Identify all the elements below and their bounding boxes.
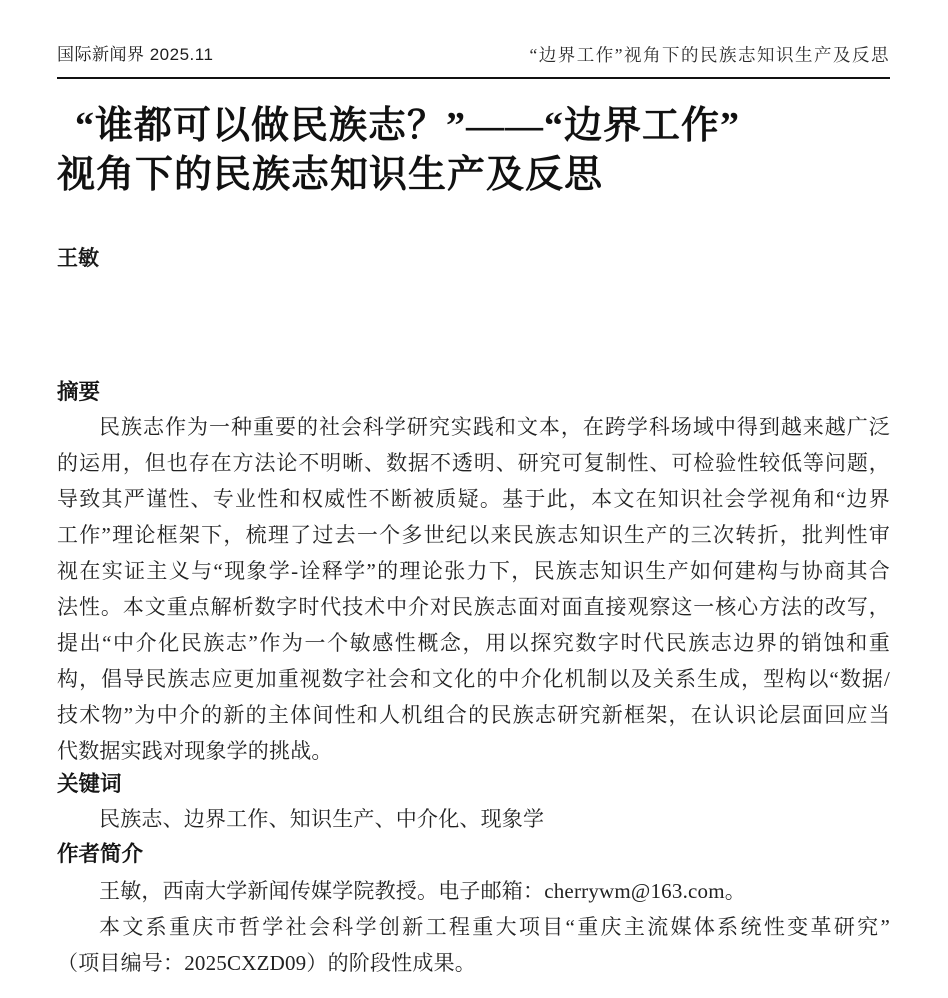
keywords-heading: 关键词 bbox=[57, 772, 122, 796]
author-bio-text bbox=[57, 873, 890, 981]
abstract-line: 视在实证主义与“现象学-诠释学”的理论张力下，民族志知识生产如何建构与协商其合 bbox=[57, 559, 890, 583]
abstract-line: 工作”理论框架下，梳理了过去一个多世纪以来民族志知识生产的三次转折，批判性审 bbox=[57, 523, 890, 547]
article-title bbox=[57, 102, 890, 200]
author-bio-line: 王敏，西南大学新闻传媒学院教授。电子邮箱：cherrywm@163.com。 bbox=[99, 879, 746, 903]
author-name: 王敏 bbox=[57, 247, 99, 270]
keywords-text: 民族志、边界工作、知识生产、中介化、现象学 bbox=[99, 807, 545, 831]
article-title-line-2: 视角下的民族志知识生产及反思 bbox=[57, 154, 604, 196]
abstract-line: 构，倡导民族志应更加重视数字社会和文化的中介化机制以及关系生成，型构以“数据/ bbox=[57, 667, 890, 691]
abstract-line: 法性。本文重点解析数字时代技术中介对民族志面对面直接观察这一核心方法的改写， bbox=[57, 595, 890, 619]
journal-name-and-issue: 国际新闻界 2025.11 bbox=[57, 45, 214, 64]
abstract-heading: 摘要 bbox=[57, 380, 101, 404]
abstract-text bbox=[57, 409, 890, 769]
abstract-line: 提出“中介化民族志”作为一个敏感性概念，用以探究数字时代民族志边界的销蚀和重 bbox=[57, 631, 890, 655]
article-title-line-1: “谁都可以做民族志？”——“边界工作” bbox=[75, 105, 741, 147]
abstract-line: 导致其严谨性、专业性和权威性不断被质疑。基于此，本文在知识社会学视角和“边界 bbox=[57, 487, 890, 511]
abstract-line: 技术物”为中介的新的主体间性和人机组合的民族志研究新框架，在认识论层面回应当 bbox=[57, 703, 890, 727]
abstract-line: 民族志作为一种重要的社会科学研究实践和文本，在跨学科场域中得到越来越广泛 bbox=[99, 415, 890, 439]
page-header bbox=[57, 44, 890, 66]
abstract-line: 的运用，但也存在方法论不明晰、数据不透明、研究可复制性、可检验性较低等问题， bbox=[57, 451, 890, 475]
author-bio-heading: 作者简介 bbox=[57, 842, 144, 866]
author-bio-line: 本文系重庆市哲学社会科学创新工程重大项目“重庆主流媒体系统性变革研究” bbox=[99, 915, 890, 939]
header-divider bbox=[57, 77, 890, 79]
abstract-line: 代数据实践对现象学的挑战。 bbox=[57, 739, 333, 763]
running-title: “边界工作”视角下的民族志知识生产及反思 bbox=[529, 45, 890, 65]
author-bio-line: （项目编号：2025CXZD09）的阶段性成果。 bbox=[57, 951, 476, 975]
